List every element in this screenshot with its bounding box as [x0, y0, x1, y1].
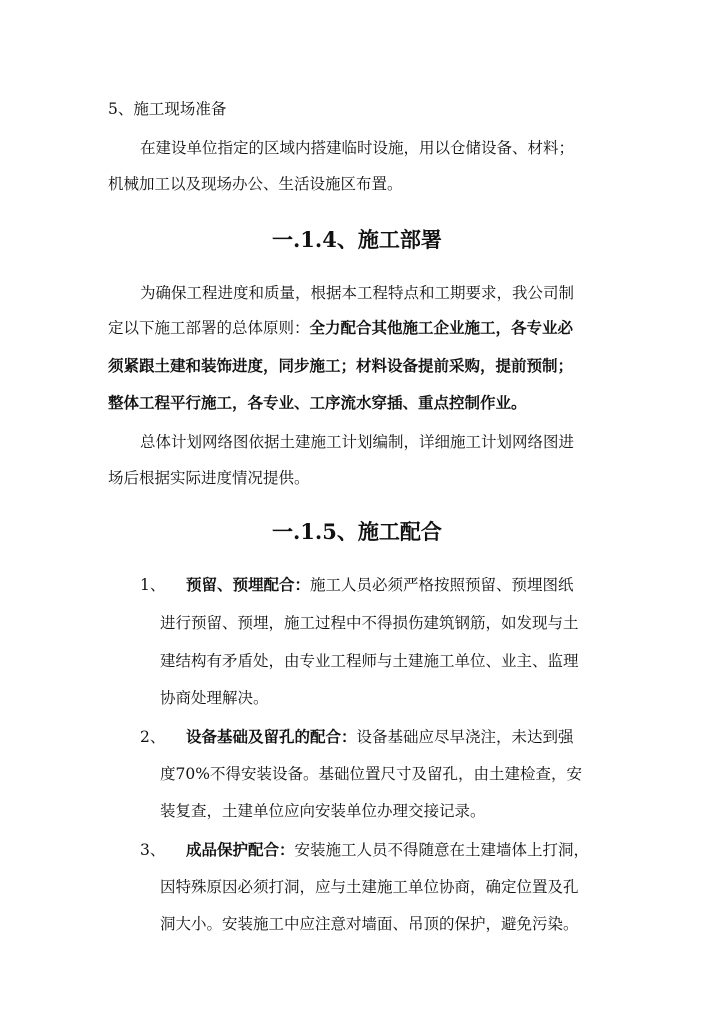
coop-item-2-label: 设备基础及留孔的配合：	[186, 727, 357, 746]
coop-item-1-number: 1、	[140, 576, 166, 594]
coop-item-3-line-1	[186, 840, 589, 860]
deploy-p2-line-2: 场后根据实际进度情况提供。	[108, 469, 310, 487]
coop-item-3-label: 成品保护配合：	[186, 840, 295, 859]
deploy-p2-line-1: 总体计划网络图依据土建施工计划编制，详细施工计划网络图进	[140, 433, 575, 451]
coop-item-1-line-2: 进行预留、预埋，施工过程中不得损伤建筑钢筋，如发现与土	[160, 614, 579, 632]
deploy-p1-line-2	[108, 318, 573, 338]
deploy-p1-line-2-plain: 定以下施工部署的总体原则：	[108, 319, 310, 337]
coop-item-2-number: 2、	[140, 728, 166, 746]
coop-item-2-text-1: 设备基础应尽早浇注，未达到强	[356, 728, 574, 746]
deploy-p1-line-3: 须紧跟土建和装饰进度，同步施工；材料设备提前采购，提前预制；	[108, 356, 574, 375]
section-5-body-line-2: 机械加工以及现场办公、生活设施区布置。	[108, 175, 403, 193]
coop-item-1-line-3: 建结构有矛盾处，由专业工程师与土建施工单位、业主、监理	[160, 652, 579, 670]
coop-item-1-line-4: 协商处理解决。	[160, 689, 269, 707]
deploy-p1-line-4: 整体工程平行施工，各专业、工序流水穿插、重点控制作业。	[108, 393, 527, 412]
coop-item-3-number: 3、	[140, 841, 166, 859]
coop-item-2-line-2: 度70%不得安装设备。基础位置尺寸及留孔，由土建检查，安	[160, 765, 582, 783]
section-deploy-heading: 一.1.4、施工部署	[272, 227, 442, 252]
coop-item-3-line-3: 洞大小。安装施工中应注意对墙面、吊顶的保护，避免污染。	[160, 915, 579, 933]
coop-item-1-line-1	[186, 575, 574, 595]
section-5-title: 5、施工现场准备	[108, 100, 227, 118]
coop-item-1-label: 预留、预埋配合：	[186, 575, 311, 594]
coop-item-2-line-1	[186, 727, 574, 747]
coop-item-3-text-1: 安装施工人员不得随意在土建墙体上打洞，	[294, 841, 590, 859]
coop-item-3-line-2: 因特殊原因必须打洞，应与土建施工单位协商，确定位置及孔	[160, 878, 579, 896]
coop-item-1-text-1: 施工人员必须严格按照预留、预埋图纸	[310, 576, 574, 594]
section-5-body-line-1: 在建设单位指定的区域内搭建临时设施，用以仓储设备、材料；	[140, 139, 575, 157]
deploy-p1-line-2-bold: 全力配合其他施工企业施工，各专业必	[309, 318, 574, 337]
coop-item-2-line-3: 装复查，土建单位应向安装单位办理交接记录。	[160, 802, 486, 820]
deploy-p1-line-1: 为确保工程进度和质量，根据本工程特点和工期要求，我公司制	[140, 284, 575, 302]
section-coop-heading: 一.1.5、施工配合	[272, 519, 442, 544]
